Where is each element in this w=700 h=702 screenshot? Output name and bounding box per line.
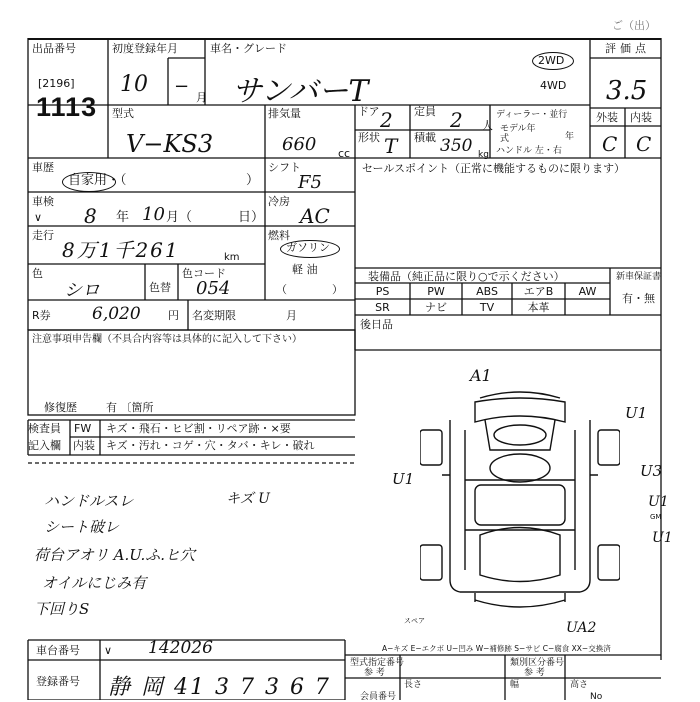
mileage-unit: km (224, 252, 240, 263)
model-year-label: モデル年式 (500, 124, 536, 144)
chassis-value: 142026 (148, 638, 213, 658)
remark-3: 荷台アオリ A.U.ふ.ヒ穴 (34, 546, 196, 564)
remark-5: 下回りS (34, 600, 90, 618)
inspector-row1-label: 検査員 (28, 422, 61, 435)
capacity-value: 2 (450, 108, 463, 132)
capacity-label: 定員 (414, 105, 436, 118)
car-name-label: 車名・グレード (210, 42, 287, 55)
equip-airbag: エアB (523, 285, 554, 298)
load-value: 350 (440, 136, 473, 156)
registration-value: 静 岡 41 3 7 3 6 7 (108, 675, 331, 700)
score-interior-label: 内装 (630, 111, 652, 124)
load-unit: kg (478, 150, 489, 160)
first-reg-year: 10 (120, 72, 148, 97)
mileage-value: 8万1千261 (62, 238, 180, 262)
sales-point-label: セールスポイント（正常に機能するものに限ります） (362, 162, 626, 175)
remark-right: キズ U (226, 491, 270, 507)
first-reg-dash: − (174, 76, 190, 97)
fuel-paren-close: ） (332, 283, 343, 296)
fuel-gasoline: ガソリン (286, 241, 330, 254)
displacement-unit: cc (338, 147, 351, 160)
inspection-mark: ∨ (34, 211, 43, 224)
doors-label: ドア (358, 105, 380, 118)
repair-label: 修復歴 (44, 401, 77, 414)
handle-label: ハンドル 左・右 (496, 146, 562, 156)
damage-mark-u1-front-right: U1 (625, 404, 648, 422)
shape-label: 形状 (358, 131, 380, 144)
score-interior: C (636, 132, 652, 156)
meigi-month-unit: 月 (286, 309, 297, 322)
height-label: 高さ (570, 680, 589, 690)
repair-value: 有 〔箇所 (106, 401, 154, 414)
ref-label: 参 考 (364, 668, 385, 678)
inspection-day-unit: 日） (238, 210, 265, 225)
equip-ps: PS (375, 285, 390, 298)
fuel-paren-open: （ (276, 283, 287, 296)
registration-label: 登録番号 (36, 675, 80, 688)
model-year-unit: 年 (565, 132, 575, 142)
inspection-month: 10 (142, 204, 165, 225)
remark-2: シート破レ (44, 518, 120, 536)
inspector-row2-label: 記入欄 (28, 439, 61, 452)
capacity-unit: 人 (482, 119, 493, 132)
damage-legend: A−キズ E−エクボ U−凹み W−補修跡 S−サビ C−腐食 XX−交換済 (382, 644, 611, 653)
color-label: 色 (32, 267, 43, 280)
meigi-label: 名変期限 (192, 309, 236, 322)
notes-label: 注意事項申告欄（不具合内容等は具体的に記入して下さい） (32, 334, 302, 345)
aircon-value: AC (300, 204, 330, 228)
damage-mark-u1-left: U1 (392, 470, 415, 488)
displacement-value: 660 (282, 134, 317, 155)
recycle-value: 6,020 (92, 304, 141, 324)
first-reg-month-unit: 月 (196, 91, 207, 104)
score-value: 3.5 (606, 76, 648, 106)
equip-navi: ナビ (425, 301, 447, 314)
car-damage-diagram (420, 380, 620, 630)
inspection-month-unit: 月（ (166, 210, 193, 225)
equip-sr: SR (375, 301, 390, 314)
fuel-label: 燃料 (268, 229, 290, 242)
fuel-diesel: 軽 油 (292, 263, 318, 276)
damage-mark-a1: A1 (470, 366, 492, 385)
gm-label: GM (650, 513, 662, 521)
dealer-label: ディーラー・並行 (496, 110, 568, 120)
type-label: 型式指定番号 (350, 658, 405, 668)
color-code-label: 色コード (182, 267, 226, 280)
doors-value: 2 (380, 108, 393, 132)
lot-label: 出品番号 (32, 42, 76, 55)
history-close: ） (246, 173, 260, 188)
aircon-label: 冷房 (268, 195, 290, 208)
inspector-interior: 内装 (73, 439, 95, 452)
rear-seat-label: 後日品 (360, 318, 393, 331)
shift-value: F5 (298, 172, 322, 193)
inspector-row1: キズ・飛石・ヒビ割・リペア跡・×要 (106, 422, 291, 435)
model-value: V−KS3 (126, 130, 214, 158)
mileage-label: 走行 (32, 229, 54, 242)
ref-label-2: 参 考 (524, 668, 545, 678)
width-label: 幅 (510, 680, 520, 690)
inspection-label: 車検 (32, 195, 54, 208)
member-label: 会員番号 (360, 692, 397, 702)
color-change-label: 色替 (149, 281, 171, 294)
first-reg-label: 初度登録年月 (112, 42, 178, 55)
load-label: 積載 (414, 131, 436, 144)
history-label: 車歴 (32, 161, 54, 174)
inspector-fw: FW (74, 422, 92, 435)
lot-session: [2196] (38, 77, 75, 90)
damage-mark-u1-right: U1 (648, 494, 669, 510)
score-label: 評価点 (605, 42, 650, 55)
damage-mark-u1-rear: U1 (652, 530, 673, 546)
equip-abs: ABS (476, 285, 498, 298)
equip-aw: AW (578, 285, 597, 298)
recycle-label: R券 (32, 309, 51, 322)
inspector-row2: キズ・汚れ・コゲ・穴・タバ・キレ・破れ (106, 439, 315, 452)
displacement-label: 排気量 (268, 107, 301, 120)
remark-1: ハンドルスレ (44, 492, 134, 510)
shape-value: T (384, 134, 398, 158)
car-name-value: サンバーT (232, 74, 369, 109)
score-exterior-label: 外装 (596, 111, 618, 124)
damage-mark-u3: U3 (640, 462, 663, 480)
damage-mark-ua2: UA2 (566, 620, 597, 636)
inspection-year: 8 (84, 204, 97, 228)
lot-number: 1113 (36, 92, 98, 122)
history-value: 自家用・（ (68, 173, 127, 188)
drive-opt2: 4WD (540, 79, 567, 92)
drive-opt1: 2WD (538, 54, 565, 67)
class-label: 類別区分番号 (510, 658, 565, 668)
equipment-label: 装備品（純正品に限り○で示ください） (368, 270, 565, 283)
header-partial: ご（出） (612, 19, 656, 32)
equip-tv: TV (479, 301, 495, 314)
equip-pw: PW (427, 285, 445, 298)
score-exterior: C (602, 132, 618, 156)
equip-leather: 本革 (527, 301, 550, 314)
recycle-unit: 円 (168, 309, 179, 322)
number-label: No (590, 692, 603, 702)
spare-label: スペア (404, 617, 425, 625)
shift-label: シフト (268, 161, 301, 174)
warranty-label: 新車保証書 (616, 272, 662, 282)
color-code: 054 (196, 278, 231, 299)
remark-4: オイルにじみ有 (42, 574, 147, 592)
chassis-mark: ∨ (104, 644, 113, 657)
warranty-value: 有・無 (622, 292, 655, 305)
color-value: シロ (64, 280, 100, 301)
model-label: 型式 (112, 107, 134, 120)
chassis-label: 車台番号 (36, 644, 80, 657)
inspection-year-unit: 年 (116, 210, 130, 225)
length-label: 長さ (404, 680, 423, 690)
